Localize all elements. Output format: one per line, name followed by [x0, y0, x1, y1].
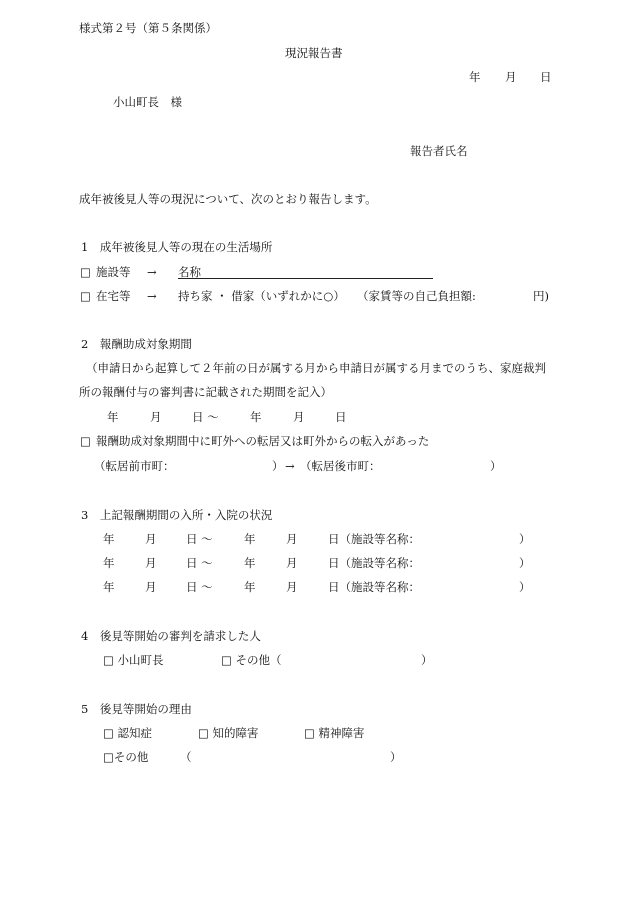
form-number: 様式第２号（第５条関係） [79, 21, 217, 35]
stay-end-year: 年 [244, 532, 256, 546]
rent-label: （家賃等の自己負担額: [357, 289, 476, 303]
reporter-label: 報告者氏名 [410, 144, 468, 158]
requester-other-close: ） [421, 653, 433, 667]
facility-label: 施設等 [96, 265, 131, 279]
move-before-label: （転居前市町： [94, 459, 175, 473]
stay-end-day: 日（施設等名称： [328, 556, 420, 570]
reason-option-intellectual[interactable]: □ 知的障害 [198, 726, 259, 740]
reason-option-dementia[interactable]: □ 認知症 [103, 726, 153, 740]
section-5-heading: 5 後見等開始の理由 [81, 702, 192, 716]
arrow-icon: → [147, 265, 157, 279]
section-1-heading: 1 成年被後見人等の現在の生活場所 [81, 240, 273, 254]
stay-close: ） [519, 556, 531, 570]
stay-end-day: 日（施設等名称： [328, 532, 420, 546]
stay-end-month: 月 [286, 580, 298, 594]
stay-start-month: 月 [145, 580, 157, 594]
yen-label: 円) [533, 289, 549, 303]
move-text: 報酬助成対象期間中に町外への転居又は町外からの転入があった [96, 434, 430, 448]
stay-end-month: 月 [286, 556, 298, 570]
reason-other-open: （ [180, 750, 192, 764]
move-after-label: （転居後市町： [300, 459, 381, 473]
section-2-heading: 2 報酬助成対象期間 [81, 337, 192, 351]
stay-end-year: 年 [244, 580, 256, 594]
period-start-day: 日 〜 [192, 410, 219, 424]
stay-start-year: 年 [103, 532, 115, 546]
stay-start-year: 年 [103, 556, 115, 570]
stay-start-month: 月 [145, 556, 157, 570]
reason-other-close: ） [390, 750, 402, 764]
home-label: 在宅等 [96, 289, 131, 303]
section-2-note-1: （申請日から起算して２年前の日が属する月から申請日が属する月までのうち、家庭裁判 [86, 361, 546, 375]
stay-end-day: 日（施設等名称： [328, 580, 420, 594]
stay-start-month: 月 [145, 532, 157, 546]
stay-end-year: 年 [244, 556, 256, 570]
stay-start-day: 日 〜 [186, 580, 213, 594]
day-label: 日 [540, 70, 552, 84]
section-2-note-2: 所の報酬付与の審判書に記載された期間を記入） [79, 385, 332, 399]
year-label: 年 [469, 70, 481, 84]
stay-start-day: 日 〜 [186, 532, 213, 546]
stay-end-month: 月 [286, 532, 298, 546]
housing-option: 持ち家 ・ 借家（いずれかに○） [178, 289, 345, 303]
stay-close: ） [519, 580, 531, 594]
facility-name-field[interactable] [178, 278, 433, 279]
period-end-year: 年 [250, 410, 262, 424]
stay-close: ） [519, 532, 531, 546]
facility-name-label: 名称 [178, 265, 201, 279]
requester-option-mayor[interactable]: □ 小山町長 [103, 653, 164, 667]
section-4-heading: 4 後見等開始の審判を請求した人 [81, 629, 261, 643]
move-before-close: ） [272, 459, 284, 473]
move-checkbox[interactable]: □ [80, 434, 91, 448]
facility-checkbox[interactable]: □ [80, 265, 91, 279]
arrow-icon: → [147, 289, 157, 303]
period-end-day: 日 [335, 410, 347, 424]
period-start-month: 月 [150, 410, 162, 424]
month-label: 月 [505, 70, 517, 84]
reason-option-mental[interactable]: □ 精神障害 [304, 726, 365, 740]
section-3-heading: 3 上記報酬期間の入所・入院の状況 [81, 508, 273, 522]
page-title: 現況報告書 [285, 46, 343, 60]
addressee: 小山町長 様 [113, 95, 182, 109]
reason-option-other[interactable]: □その他 [103, 750, 149, 764]
period-start-year: 年 [107, 410, 119, 424]
stay-start-day: 日 〜 [186, 556, 213, 570]
stay-start-year: 年 [103, 580, 115, 594]
period-end-month: 月 [293, 410, 305, 424]
intro-text: 成年被後見人等の現況について、次のとおり報告します。 [79, 192, 377, 206]
requester-option-other[interactable]: □ その他（ [221, 653, 282, 667]
move-after-close: ） [490, 459, 502, 473]
home-checkbox[interactable]: □ [80, 289, 91, 303]
arrow-icon: → [285, 459, 295, 473]
